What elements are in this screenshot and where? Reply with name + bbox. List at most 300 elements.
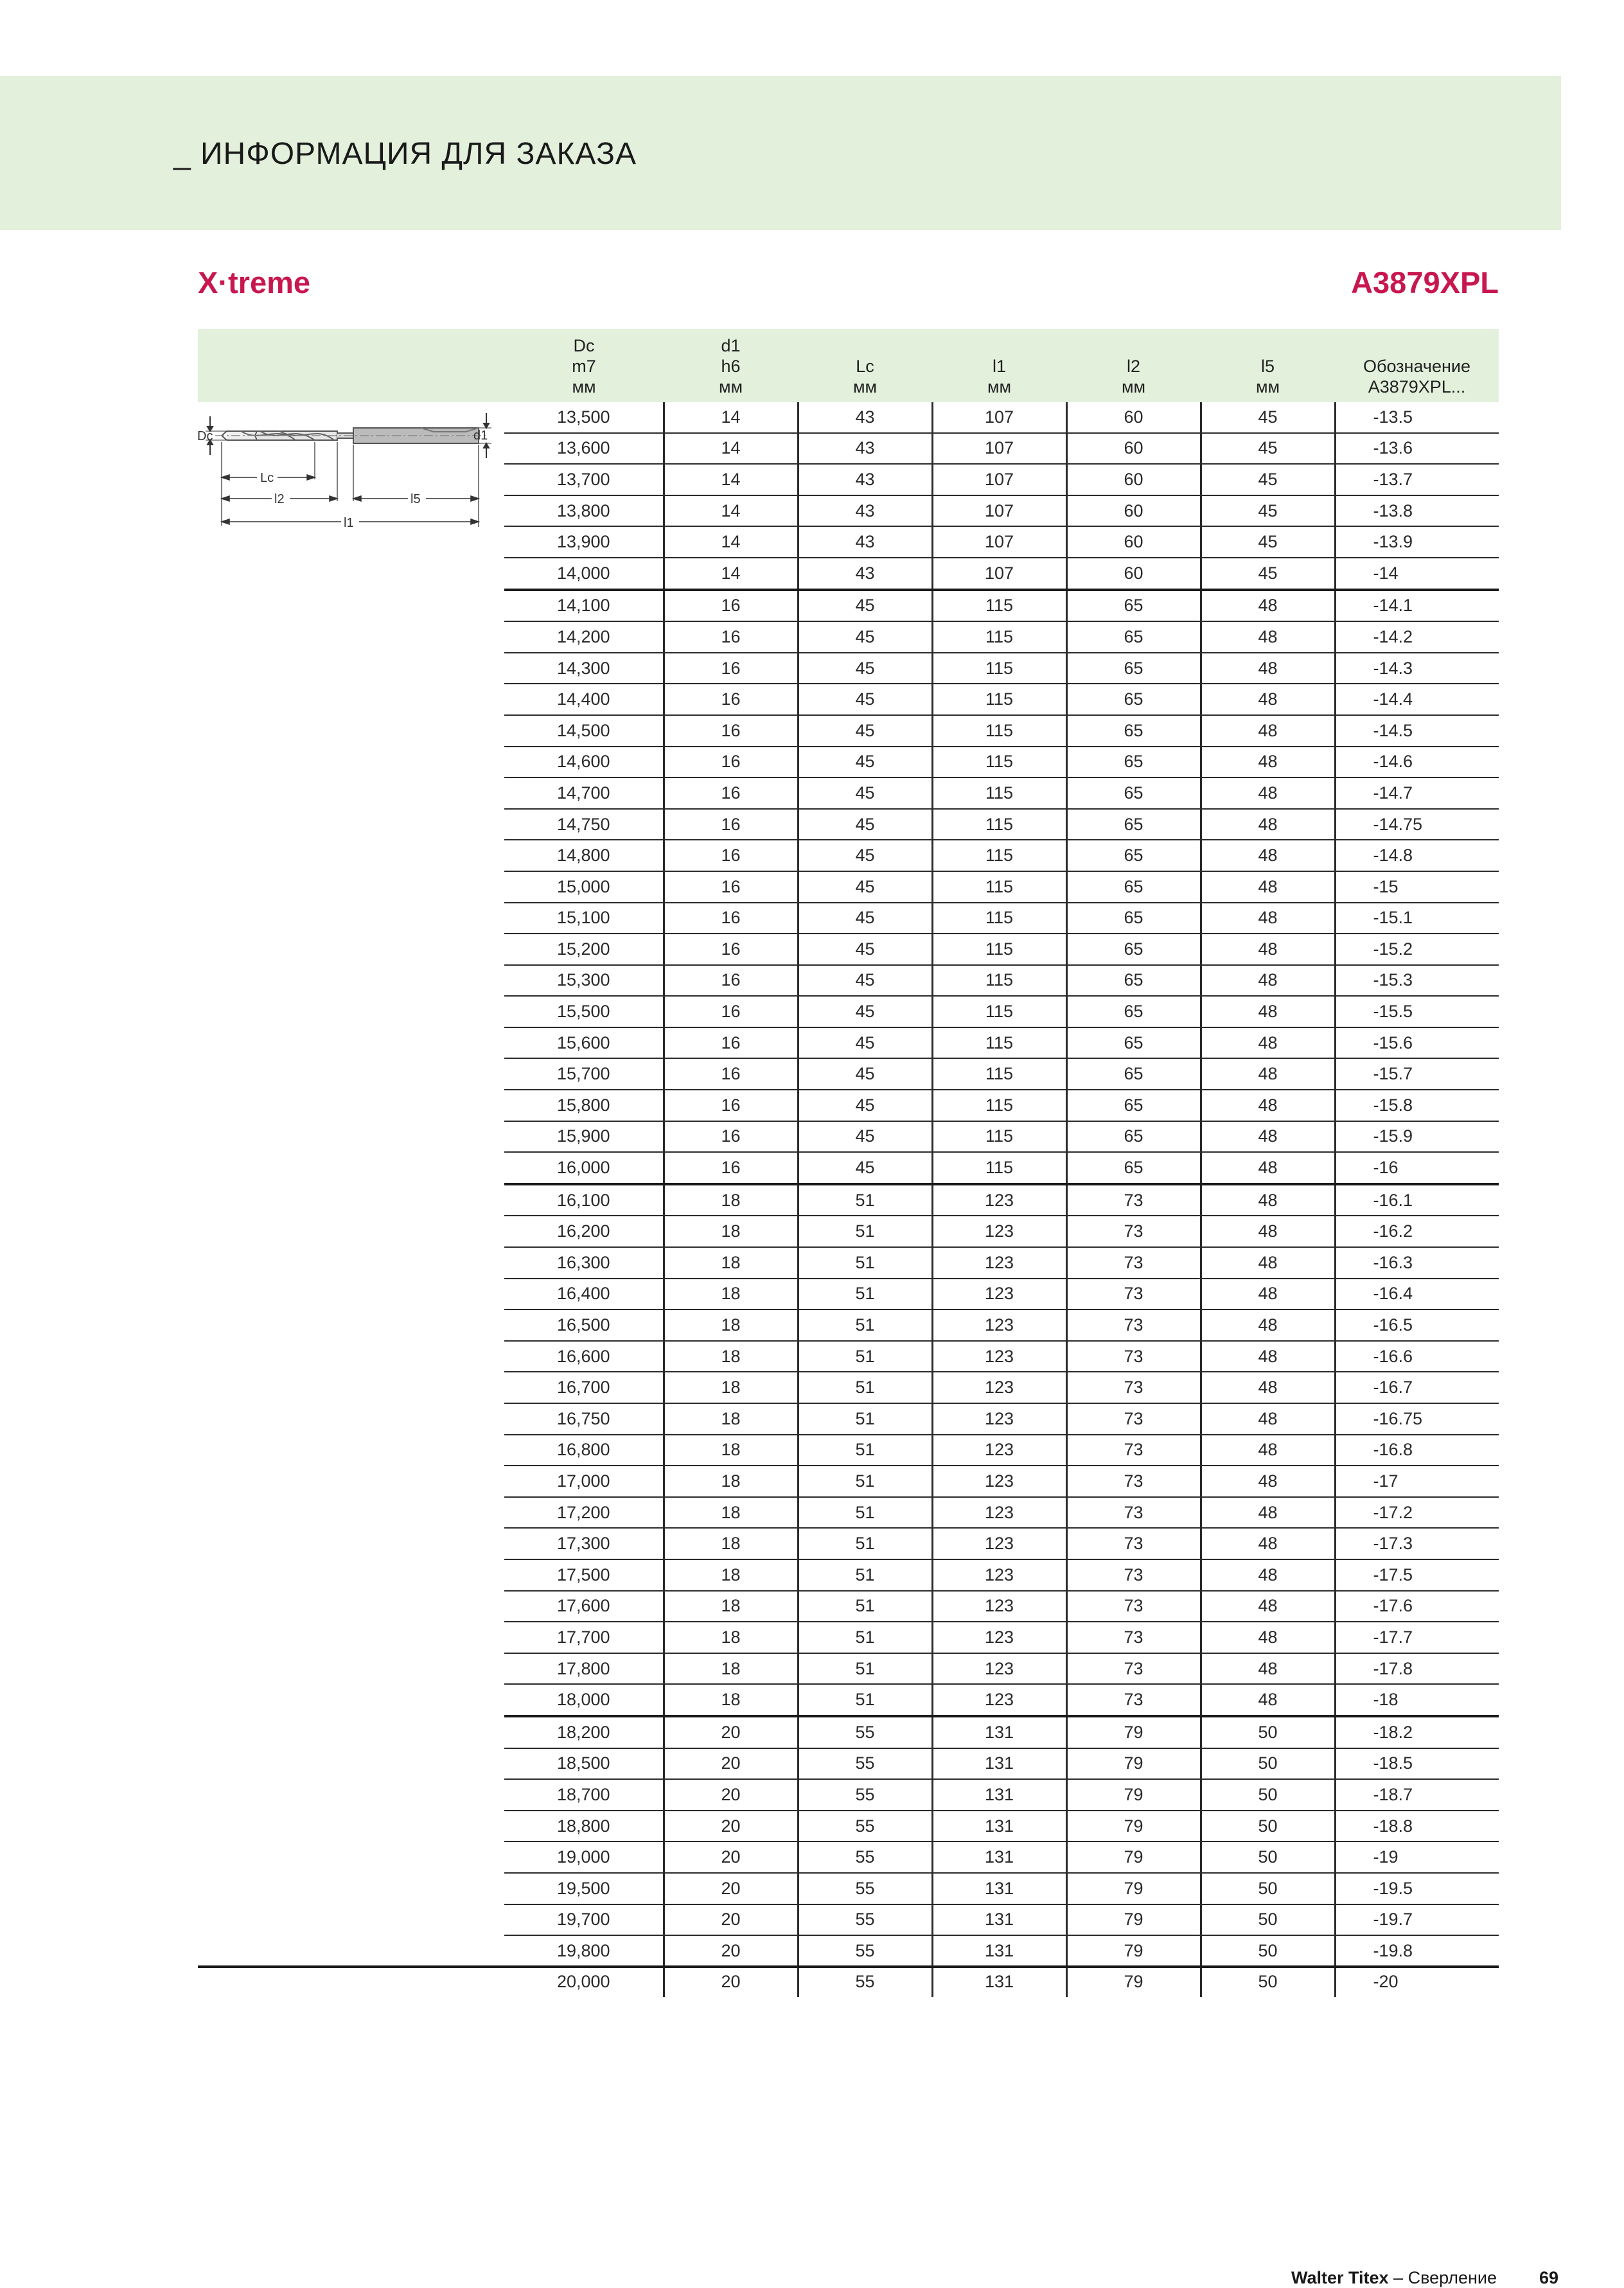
l1-cell: 123 <box>932 1497 1066 1529</box>
lc-cell: 51 <box>798 1435 932 1466</box>
l5-cell: 48 <box>1201 903 1335 934</box>
l1-cell: 131 <box>932 1841 1066 1873</box>
l5-cell: 50 <box>1201 1811 1335 1842</box>
dc-cell: 17,500 <box>504 1559 664 1591</box>
lc-cell: 45 <box>798 934 932 965</box>
l2-cell: 65 <box>1066 747 1201 778</box>
dc-cell: 13,900 <box>504 526 664 558</box>
l5-cell: 50 <box>1201 1967 1335 1998</box>
lc-cell: 51 <box>798 1653 932 1685</box>
l2-cell: 65 <box>1066 903 1201 934</box>
l1-cell: 123 <box>932 1341 1066 1372</box>
l2-cell: 65 <box>1066 1090 1201 1121</box>
l5-cell: 48 <box>1201 1247 1335 1279</box>
l2-cell: 73 <box>1066 1247 1201 1279</box>
designation-cell: -17.8 <box>1335 1653 1499 1685</box>
lc-cell: 51 <box>798 1279 932 1310</box>
dc-cell: 17,200 <box>504 1497 664 1529</box>
dc-cell: 15,800 <box>504 1090 664 1121</box>
lc-cell: 43 <box>798 495 932 527</box>
table-row <box>504 1184 1499 1216</box>
d1-cell: 20 <box>664 1873 798 1904</box>
lc-cell: 45 <box>798 1058 932 1090</box>
col-header-l1: l1 мм <box>987 357 1012 396</box>
d1-cell: 16 <box>664 1058 798 1090</box>
l1-cell: 123 <box>932 1466 1066 1497</box>
l2-cell: 65 <box>1066 1121 1201 1153</box>
d1-cell: 14 <box>664 464 798 495</box>
d1-cell: 18 <box>664 1622 798 1653</box>
dc-cell: 14,750 <box>504 809 664 840</box>
l1-cell: 115 <box>932 715 1066 747</box>
lc-cell: 45 <box>798 621 932 653</box>
table-row <box>504 621 1499 653</box>
l5-cell: 48 <box>1201 1372 1335 1403</box>
l5-cell: 50 <box>1201 1716 1335 1748</box>
table-row <box>504 1341 1499 1372</box>
col-header-designation: Обозначение A3879XPL... <box>1363 357 1470 396</box>
dc-cell: 13,600 <box>504 433 664 465</box>
l1-cell: 131 <box>932 1811 1066 1842</box>
l5-cell: 48 <box>1201 1528 1335 1559</box>
l2-cell: 73 <box>1066 1372 1201 1403</box>
l5-cell: 48 <box>1201 1497 1335 1529</box>
d1-cell: 18 <box>664 1372 798 1403</box>
l1-cell: 115 <box>932 903 1066 934</box>
l2-cell: 79 <box>1066 1811 1201 1842</box>
l1-cell: 115 <box>932 1027 1066 1059</box>
lc-cell: 45 <box>798 590 932 622</box>
l1-cell: 115 <box>932 1152 1066 1184</box>
lc-cell: 51 <box>798 1309 932 1341</box>
table-row <box>504 1779 1499 1811</box>
l1-cell: 123 <box>932 1372 1066 1403</box>
l2-cell: 65 <box>1066 653 1201 684</box>
designation-cell: -20 <box>1335 1967 1499 1998</box>
l1-cell: 123 <box>932 1247 1066 1279</box>
d1-cell: 18 <box>664 1684 798 1716</box>
l5-cell: 50 <box>1201 1873 1335 1904</box>
l1-cell: 123 <box>932 1279 1066 1310</box>
lc-cell: 45 <box>798 871 932 903</box>
lc-cell: 51 <box>798 1372 932 1403</box>
l1-cell: 115 <box>932 809 1066 840</box>
designation-cell: -19.5 <box>1335 1873 1499 1904</box>
l2-label: l2 <box>274 492 285 506</box>
designation-cell: -18 <box>1335 1684 1499 1716</box>
table-row <box>504 715 1499 747</box>
lc-cell: 45 <box>798 996 932 1027</box>
table-row <box>504 1216 1499 1247</box>
dc-cell: 16,300 <box>504 1247 664 1279</box>
designation-cell: -14.3 <box>1335 653 1499 684</box>
lc-cell: 45 <box>798 903 932 934</box>
table-row <box>504 871 1499 903</box>
dc-cell: 18,700 <box>504 1779 664 1811</box>
l2-cell: 73 <box>1066 1341 1201 1372</box>
l1-cell: 115 <box>932 996 1066 1027</box>
d1-cell: 20 <box>664 1716 798 1748</box>
d1-cell: 16 <box>664 934 798 965</box>
designation-cell: -16.7 <box>1335 1372 1499 1403</box>
lc-cell: 43 <box>798 558 932 590</box>
designation-cell: -15.5 <box>1335 996 1499 1027</box>
l1-cell: 123 <box>932 1309 1066 1341</box>
designation-cell: -15.1 <box>1335 903 1499 934</box>
lc-cell: 55 <box>798 1904 932 1936</box>
lc-cell: 45 <box>798 1027 932 1059</box>
l2-cell: 65 <box>1066 1152 1201 1184</box>
d1-cell: 14 <box>664 402 798 433</box>
lc-cell: 43 <box>798 464 932 495</box>
table-body <box>504 402 1499 1997</box>
l5-cell: 48 <box>1201 840 1335 871</box>
lc-cell: 51 <box>798 1559 932 1591</box>
d1-cell: 16 <box>664 777 798 809</box>
l5-cell: 48 <box>1201 747 1335 778</box>
lc-cell: 55 <box>798 1873 932 1904</box>
designation-cell: -16.2 <box>1335 1216 1499 1247</box>
d1-cell: 16 <box>664 965 798 997</box>
table-row <box>504 1622 1499 1653</box>
l5-cell: 48 <box>1201 1152 1335 1184</box>
d1-cell: 18 <box>664 1591 798 1622</box>
l2-cell: 79 <box>1066 1748 1201 1780</box>
dc-cell: 15,900 <box>504 1121 664 1153</box>
d1-cell: 16 <box>664 590 798 622</box>
l1-cell: 123 <box>932 1216 1066 1247</box>
l1-cell: 107 <box>932 526 1066 558</box>
l2-cell: 65 <box>1066 590 1201 622</box>
d1-cell: 18 <box>664 1341 798 1372</box>
table-row <box>504 1309 1499 1341</box>
dc-cell: 16,800 <box>504 1435 664 1466</box>
dc-cell: 18,500 <box>504 1748 664 1780</box>
footer-section: – Сверление <box>1388 2268 1497 2287</box>
lc-cell: 51 <box>798 1528 932 1559</box>
l1-cell: 123 <box>932 1622 1066 1653</box>
dc-cell: 20,000 <box>556 1972 610 1992</box>
lc-cell: 43 <box>798 402 932 433</box>
l2-cell: 73 <box>1066 1559 1201 1591</box>
designation-cell: -14.1 <box>1335 590 1499 622</box>
dc-cell: 16,200 <box>504 1216 664 1247</box>
table-header-row <box>504 329 1499 402</box>
l5-cell: 48 <box>1201 871 1335 903</box>
table-row <box>504 684 1499 715</box>
dc-cell: 14,300 <box>504 653 664 684</box>
d1-cell: 16 <box>664 996 798 1027</box>
l1-cell: 131 <box>932 1779 1066 1811</box>
page-title: _ ИНФОРМАЦИЯ ДЛЯ ЗАКАЗА <box>173 137 637 171</box>
drill-dimension-drawing <box>196 404 504 535</box>
dc-cell: 15,700 <box>504 1058 664 1090</box>
dc-cell: 15,200 <box>504 934 664 965</box>
l5-cell: 48 <box>1201 1058 1335 1090</box>
l1-cell: 115 <box>932 590 1066 622</box>
l1-cell: 107 <box>932 495 1066 527</box>
dc-cell: 14,800 <box>504 840 664 871</box>
designation-cell: -18.2 <box>1335 1716 1499 1748</box>
dc-cell: 13,500 <box>504 402 664 433</box>
l2-cell: 79 <box>1066 1904 1201 1936</box>
l2-cell: 79 <box>1066 1841 1201 1873</box>
designation-cell: -15.2 <box>1335 934 1499 965</box>
l5-cell: 48 <box>1201 1403 1335 1435</box>
d1-cell: 14 <box>664 558 798 590</box>
d1-cell: 18 <box>664 1497 798 1529</box>
d1-cell: 14 <box>664 433 798 465</box>
l2-cell: 65 <box>1066 809 1201 840</box>
l1-cell: 123 <box>932 1403 1066 1435</box>
order-table <box>504 329 1499 1997</box>
dc-cell: 19,700 <box>504 1904 664 1936</box>
designation-cell: -14.75 <box>1335 809 1499 840</box>
l5-cell: 48 <box>1201 621 1335 653</box>
designation-cell: -14.4 <box>1335 684 1499 715</box>
l2-cell: 65 <box>1066 777 1201 809</box>
d1-cell: 20 <box>664 1904 798 1936</box>
lc-cell: 45 <box>798 1152 932 1184</box>
table-row <box>504 1684 1499 1716</box>
table-row <box>504 934 1499 965</box>
designation-cell: -17.5 <box>1335 1559 1499 1591</box>
l2-cell: 73 <box>1066 1591 1201 1622</box>
table-row <box>504 1466 1499 1497</box>
d1-cell: 18 <box>664 1403 798 1435</box>
col-header-lc: Lc мм <box>852 357 878 396</box>
table-row <box>504 777 1499 809</box>
l2-cell: 73 <box>1066 1279 1201 1310</box>
lc-cell: 45 <box>798 715 932 747</box>
lc-cell: 55 <box>798 1841 932 1873</box>
d1-cell: 16 <box>664 871 798 903</box>
designation-cell: -16.8 <box>1335 1435 1499 1466</box>
l1-cell: 131 <box>932 1935 1066 1967</box>
col-header-dc: Dc m7 мм <box>572 336 596 396</box>
designation-cell: -16.3 <box>1335 1247 1499 1279</box>
d1-cell: 20 <box>664 1811 798 1842</box>
designation-cell: -15.8 <box>1335 1090 1499 1121</box>
lc-cell: 45 <box>798 653 932 684</box>
designation-cell: -13.5 <box>1335 402 1499 433</box>
d1-cell: 18 <box>664 1528 798 1559</box>
l1-cell: 115 <box>932 621 1066 653</box>
designation-cell: -14 <box>1335 558 1499 590</box>
designation-cell: -19.7 <box>1335 1904 1499 1936</box>
l2-cell: 73 <box>1066 1622 1201 1653</box>
d1-cell: 18 <box>664 1309 798 1341</box>
designation-cell: -15.6 <box>1335 1027 1499 1059</box>
dc-cell: 15,600 <box>504 1027 664 1059</box>
dc-cell: 19,500 <box>504 1873 664 1904</box>
l1-cell: 123 <box>932 1184 1066 1216</box>
footer-label <box>1291 2268 1497 2288</box>
lc-cell: 45 <box>798 1090 932 1121</box>
l5-cell: 48 <box>1201 1090 1335 1121</box>
designation-cell: -19.8 <box>1335 1935 1499 1967</box>
l5-cell: 50 <box>1201 1935 1335 1967</box>
l2-cell: 73 <box>1066 1528 1201 1559</box>
l1-cell: 115 <box>932 777 1066 809</box>
l1-cell: 123 <box>932 1684 1066 1716</box>
d1-cell: 18 <box>664 1279 798 1310</box>
designation-cell: -17.6 <box>1335 1591 1499 1622</box>
l5-cell: 48 <box>1201 1309 1335 1341</box>
dc-cell: 14,500 <box>504 715 664 747</box>
l5-cell: 48 <box>1201 1653 1335 1685</box>
d1-cell: 16 <box>664 653 798 684</box>
l2-cell: 79 <box>1066 1967 1201 1998</box>
d1-cell: 16 <box>664 1027 798 1059</box>
l5-cell: 48 <box>1201 684 1335 715</box>
dc-cell: 15,100 <box>504 903 664 934</box>
table-row <box>504 809 1499 840</box>
dc-cell: 18,000 <box>504 1684 664 1716</box>
l1-cell: 107 <box>932 464 1066 495</box>
dc-cell: 18,200 <box>504 1716 664 1748</box>
dc-cell: 17,700 <box>504 1622 664 1653</box>
table-row <box>504 1528 1499 1559</box>
l2-cell: 73 <box>1066 1403 1201 1435</box>
l1-cell: 115 <box>932 871 1066 903</box>
col-header-l2: l2 мм <box>1121 357 1146 396</box>
dc-cell: 17,300 <box>504 1528 664 1559</box>
dc-cell: 13,700 <box>504 464 664 495</box>
table-row <box>504 433 1499 465</box>
l1-cell: 123 <box>932 1591 1066 1622</box>
lc-cell: 45 <box>798 1121 932 1153</box>
l1-cell: 115 <box>932 1121 1066 1153</box>
l5-label: l5 <box>410 492 421 506</box>
l1-cell: 123 <box>932 1528 1066 1559</box>
d1-cell: 16 <box>664 1090 798 1121</box>
l2-cell: 65 <box>1066 871 1201 903</box>
table-row <box>504 1967 1499 1998</box>
l5-cell: 45 <box>1201 464 1335 495</box>
lc-cell: 45 <box>798 809 932 840</box>
l1-cell: 123 <box>932 1653 1066 1685</box>
l2-cell: 60 <box>1066 433 1201 465</box>
l1-cell: 107 <box>932 558 1066 590</box>
d1-cell: 18 <box>664 1653 798 1685</box>
l1-cell: 107 <box>932 402 1066 433</box>
l2-cell: 65 <box>1066 965 1201 997</box>
d1-cell: 20 <box>664 1779 798 1811</box>
l5-cell: 50 <box>1201 1748 1335 1780</box>
footer-brand: Walter Titex <box>1291 2268 1389 2287</box>
table-row <box>504 1716 1499 1748</box>
d1-cell: 18 <box>664 1247 798 1279</box>
l2-cell: 65 <box>1066 684 1201 715</box>
dc-cell: 15,000 <box>504 871 664 903</box>
table-row <box>504 558 1499 590</box>
table-row <box>504 1935 1499 1967</box>
lc-cell: 43 <box>798 433 932 465</box>
designation-cell: -16 <box>1335 1152 1499 1184</box>
designation-cell: -13.8 <box>1335 495 1499 527</box>
l5-cell: 48 <box>1201 1559 1335 1591</box>
designation-cell: -16.5 <box>1335 1309 1499 1341</box>
lc-cell: 51 <box>798 1466 932 1497</box>
table-row <box>504 747 1499 778</box>
d1-cell: 18 <box>664 1559 798 1591</box>
designation-cell: -17 <box>1335 1466 1499 1497</box>
d1-cell: 16 <box>664 747 798 778</box>
designation-cell: -16.1 <box>1335 1184 1499 1216</box>
d1-cell: 14 <box>664 526 798 558</box>
table-row <box>504 1403 1499 1435</box>
l1-label: l1 <box>344 516 354 530</box>
l5-cell: 45 <box>1201 558 1335 590</box>
l5-cell: 48 <box>1201 1435 1335 1466</box>
designation-cell: -18.7 <box>1335 1779 1499 1811</box>
l1-cell: 115 <box>932 1058 1066 1090</box>
l2-cell: 65 <box>1066 1058 1201 1090</box>
table-row <box>504 1653 1499 1685</box>
l5-cell: 45 <box>1201 433 1335 465</box>
page-number: 69 <box>1539 2268 1559 2287</box>
l1-cell: 131 <box>932 1748 1066 1780</box>
l1-cell: 131 <box>932 1873 1066 1904</box>
l5-cell: 48 <box>1201 996 1335 1027</box>
table-bottom-rule <box>198 1965 1499 1968</box>
dc-cell: 14,100 <box>504 590 664 622</box>
d1-cell: 16 <box>664 809 798 840</box>
table-row <box>504 495 1499 527</box>
table-row <box>504 1841 1499 1873</box>
dc-label: Dc <box>197 429 213 443</box>
dc-cell: 16,000 <box>504 1152 664 1184</box>
designation-cell: -19 <box>1335 1841 1499 1873</box>
lc-cell: 55 <box>798 1811 932 1842</box>
l5-cell: 45 <box>1201 402 1335 433</box>
table-row <box>504 1121 1499 1153</box>
product-line-label: X·treme <box>198 265 311 299</box>
l5-cell: 48 <box>1201 777 1335 809</box>
table-row <box>504 965 1499 997</box>
dc-cell: 16,600 <box>504 1341 664 1372</box>
table-row <box>504 1058 1499 1090</box>
l2-cell: 73 <box>1066 1497 1201 1529</box>
l2-cell: 73 <box>1066 1653 1201 1685</box>
table-row <box>504 996 1499 1027</box>
dc-cell: 15,500 <box>504 996 664 1027</box>
dc-cell: 14,700 <box>504 777 664 809</box>
table-row <box>504 1497 1499 1529</box>
l5-cell: 48 <box>1201 809 1335 840</box>
lc-cell: 45 <box>798 840 932 871</box>
designation-cell: -13.9 <box>1335 526 1499 558</box>
l2-cell: 79 <box>1066 1716 1201 1748</box>
l5-cell: 50 <box>1201 1779 1335 1811</box>
l2-cell: 60 <box>1066 526 1201 558</box>
l2-cell: 60 <box>1066 495 1201 527</box>
dc-cell: 17,600 <box>504 1591 664 1622</box>
l5-cell: 48 <box>1201 1466 1335 1497</box>
designation-cell: -16.4 <box>1335 1279 1499 1310</box>
lc-cell: 55 <box>798 1967 932 1998</box>
l1-cell: 123 <box>932 1435 1066 1466</box>
l2-cell: 79 <box>1066 1779 1201 1811</box>
l1-cell: 131 <box>932 1904 1066 1936</box>
dc-cell: 18,800 <box>504 1811 664 1842</box>
table-row <box>504 1873 1499 1904</box>
lc-cell: 55 <box>798 1779 932 1811</box>
lc-cell: 51 <box>798 1591 932 1622</box>
d1-label: d1 <box>473 429 488 443</box>
lc-cell: 55 <box>798 1716 932 1748</box>
